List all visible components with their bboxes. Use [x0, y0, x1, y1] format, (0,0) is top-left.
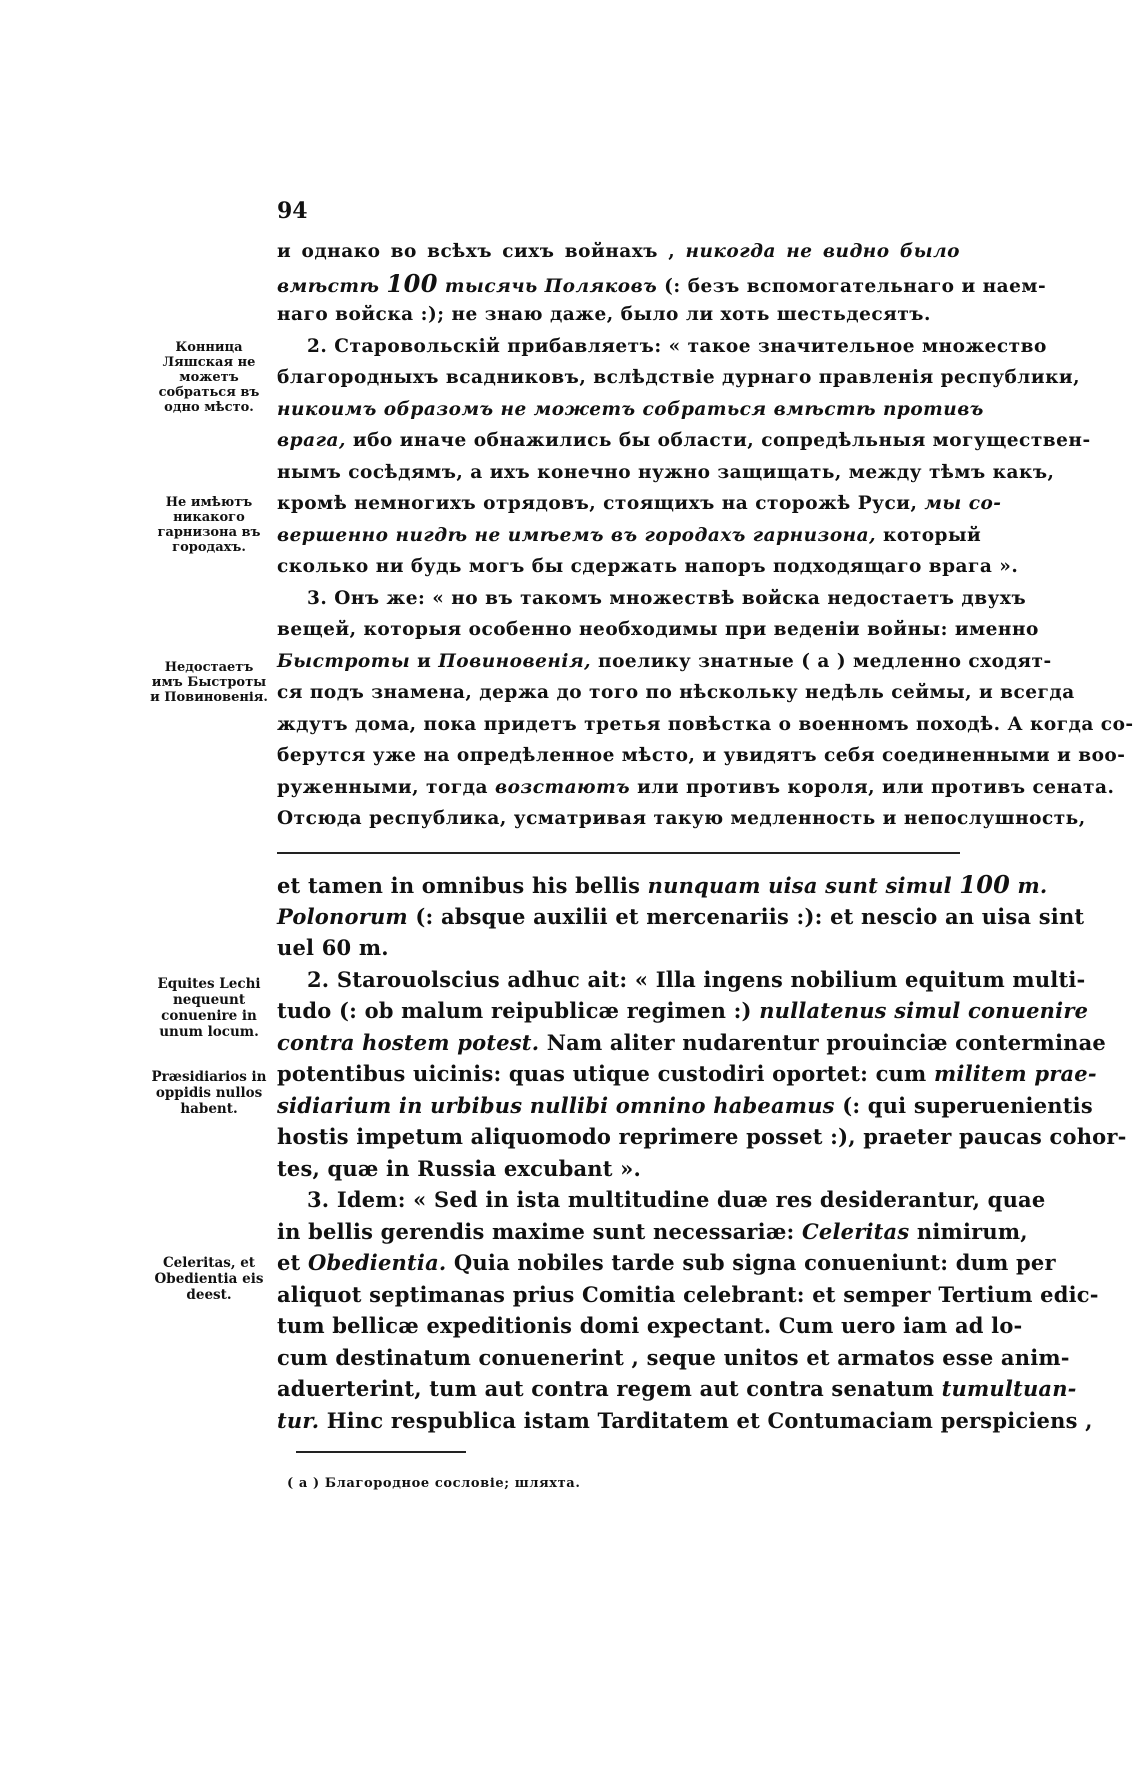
italic-run: nullatenus simul conuenire	[759, 998, 1089, 1023]
italic-run: вмѣстѣ	[277, 275, 387, 297]
text-run: кромѣ немногихъ отрядовъ, стоящихъ на сторожѣ Руси,	[277, 493, 925, 514]
italic-run: tumultuan-	[941, 1376, 1077, 1401]
latin-text-line	[277, 1090, 1093, 1122]
italic-run: Повиновенія,	[438, 650, 592, 672]
text-run: и однако во всѣхъ сихъ войнахъ ,	[277, 241, 686, 262]
numeral-run: 100	[959, 870, 1010, 899]
text-run: нымъ сосѣдямъ, а ихъ конечно нужно защищать, между тѣмъ какъ,	[277, 461, 1055, 483]
numeral-run: 100	[386, 268, 438, 298]
italic-run: tur.	[277, 1407, 320, 1433]
latin-text-line	[277, 1058, 1097, 1090]
russian-text-line	[277, 331, 1047, 363]
russian-text-line	[277, 488, 1002, 520]
italic-run: Obedientia.	[307, 1250, 447, 1275]
text-run: 2. Старовольскій прибавляетъ: « такое значительное множество	[307, 335, 1047, 357]
russian-text-line	[277, 709, 1134, 741]
italic-run: возстаютъ	[494, 776, 631, 798]
latin-text-line	[277, 964, 1086, 996]
section-divider	[277, 852, 960, 854]
text-run: и	[410, 650, 439, 672]
russian-text-line	[277, 299, 960, 331]
latin-text-line	[277, 1184, 1046, 1216]
italic-run: мы со-	[924, 493, 1002, 514]
margin-note-celeritas: Celeritas, et Obedientia eis deest.	[154, 1255, 264, 1303]
latin-text-line	[277, 1216, 1028, 1248]
italic-run: врага,	[277, 430, 346, 451]
text-run: tudo (: ob malum reipublicæ regimen :)	[277, 998, 760, 1023]
russian-text-line	[277, 803, 1086, 835]
russian-text-line	[277, 520, 982, 552]
footnote-divider	[296, 1451, 466, 1453]
text-run: наго войска :); не знаю даже, было ли хоть шестьдесятъ.	[277, 304, 931, 325]
italic-run: contra hostem potest.	[277, 1029, 540, 1055]
latin-text-line	[277, 1153, 960, 1185]
text-run: 3. Онъ же: « но въ такомъ множествѣ войска недостаетъ двухъ	[307, 587, 1027, 609]
text-run: hostis impetum aliquomodo reprimere posset :), praeter paucas cohor-	[277, 1124, 1127, 1149]
italic-run: militem prae-	[933, 1061, 1097, 1086]
margin-note-praesidiarios: Præsidiarios in oppidis nullos habent.	[151, 1069, 267, 1117]
italic-run: nunquam uisa sunt simul	[647, 873, 960, 898]
text-run: ся подъ знамена, держа до того по нѣскольку недѣль сеймы, и всегда	[277, 682, 1075, 703]
italic-run: sidiarium in urbibus nullibi omnino habeamus	[277, 1092, 835, 1118]
latin-text-line	[277, 1373, 1077, 1405]
margin-note-cavalry: Конница Ляшская не можетъ собраться въ одно мѣсто.	[158, 340, 260, 415]
margin-note-equites: Equites Lechi nequeunt conuenire in unum locum.	[157, 976, 261, 1040]
latin-text-line	[277, 1342, 1070, 1374]
russian-text-line	[277, 394, 984, 426]
text-run: или противъ короля, или противъ сената.	[630, 776, 1115, 798]
russian-text-block	[277, 236, 1134, 835]
italic-run: Polonorum	[277, 903, 408, 929]
latin-text-line	[277, 1027, 1106, 1059]
text-run: in bellis gerendis maxime sunt necessariæ:	[277, 1218, 802, 1244]
text-run: uel 60 m.	[277, 935, 389, 960]
text-run: potentibus uicinis: quas utique custodiri oportet: cum	[277, 1061, 934, 1086]
text-run: ждутъ дома, пока придетъ третья повѣстка о военномъ походѣ. А когда со-	[277, 713, 1134, 735]
text-run: nimirum,	[909, 1218, 1028, 1244]
italic-run: Celeritas	[802, 1218, 910, 1244]
text-run: Quia nobiles tarde sub signa conueniunt: dum per	[446, 1250, 1056, 1275]
russian-text-line	[277, 583, 1027, 615]
italic-run: m.	[1010, 873, 1048, 898]
russian-text-line	[277, 551, 1019, 583]
text-run: руженными, тогда	[277, 776, 495, 798]
text-run: 3. Idem: « Sed in ista multitudine duæ res desiderantur, quae	[307, 1187, 1046, 1212]
russian-text-line	[277, 677, 1075, 709]
text-run: ибо иначе обнажились бы области, сопредѣльныя могуществен-	[345, 430, 1091, 451]
text-run: 2. Starouolscius adhuc ait: « Illa ingens nobilium equitum multi-	[307, 966, 1086, 992]
italic-run: тысячь Поляковъ	[437, 275, 658, 297]
text-run: (: absque auxilii et mercenariis :): et nescio an uisa sint	[407, 903, 1085, 929]
russian-text-line	[277, 646, 1052, 678]
russian-text-line	[277, 614, 1039, 646]
text-run: (: безъ вспомогательнаго и наем-	[657, 275, 1047, 297]
text-run: tum bellicæ expeditionis domi expectant. Cum uero iam ad lo-	[277, 1313, 1023, 1338]
text-run: вещей, которыя особенно необходимы при веденіи войны: именно	[277, 619, 1039, 640]
text-run: который	[876, 524, 982, 546]
russian-text-line	[277, 425, 1091, 457]
text-run: берутся уже на опредѣленное мѣсто, и увидятъ себя соединенными и воо-	[277, 745, 1126, 766]
italic-run: никоимъ образомъ не можетъ собраться вмѣстѣ противъ	[277, 398, 984, 420]
text-run: aliquot septimanas prius Comitia celebrant: et semper Tertium edic-	[277, 1281, 1099, 1307]
text-run: Hinc respublica istam Tarditatem et Contumaciam perspiciens ,	[319, 1407, 1093, 1433]
latin-text-line	[277, 1405, 1093, 1437]
text-run: Nam aliter nudarentur prouinciæ conterminae	[539, 1029, 1106, 1055]
text-run: поелику знатные ( а ) медленно сходят-	[591, 650, 1052, 672]
text-run: et	[277, 1250, 308, 1275]
text-run: tes, quæ in Russia excubant ».	[277, 1155, 642, 1181]
text-run: Отсюда республика, усматривая такую медленность и непослушность,	[277, 808, 1086, 829]
latin-text-line	[277, 1310, 1023, 1342]
russian-text-line	[277, 236, 960, 268]
russian-text-line	[277, 362, 1081, 394]
italic-run: никогда не видно было	[685, 241, 960, 262]
text-run: cum destinatum conuenerint , seque unitos et armatos esse anim-	[277, 1344, 1070, 1370]
latin-text-block	[277, 869, 1127, 1436]
text-run: сколько ни будь могъ бы сдержать напоръ подходящаго врага ».	[277, 556, 1019, 577]
margin-note-garrison: Не имѣютъ никакого гарнизона въ городахъ.	[157, 495, 261, 555]
russian-text-line	[277, 740, 1126, 772]
russian-text-line	[277, 772, 1115, 804]
latin-text-line	[277, 901, 1085, 933]
latin-text-line	[277, 1279, 1099, 1311]
latin-text-line	[277, 995, 1089, 1027]
text-run: (: qui superuenientis	[834, 1092, 1093, 1118]
text-run: благородныхъ всадниковъ, вслѣдствіе дурнаго правленія республики,	[277, 367, 1081, 388]
latin-text-line	[277, 932, 960, 964]
margin-note-speed-obedience: Недостаетъ имъ Быстроты и Повиновенія.	[150, 660, 268, 705]
italic-run: Быстроты	[277, 650, 411, 672]
text-run: et tamen in omnibus his bellis	[277, 873, 648, 898]
russian-text-line	[277, 268, 1047, 300]
page-number: 94	[277, 198, 308, 224]
latin-text-line	[277, 869, 1048, 901]
italic-run: вершенно нигдѣ не имѣемъ въ городахъ гарнизона,	[277, 524, 877, 546]
latin-text-line	[277, 1247, 1056, 1279]
russian-text-line	[277, 457, 1055, 489]
footnote: ( а ) Благородное сословіе; шляхта.	[287, 1476, 581, 1491]
latin-text-line	[277, 1121, 1127, 1153]
text-run: aduerterint, tum aut contra regem aut contra senatum	[277, 1376, 942, 1401]
